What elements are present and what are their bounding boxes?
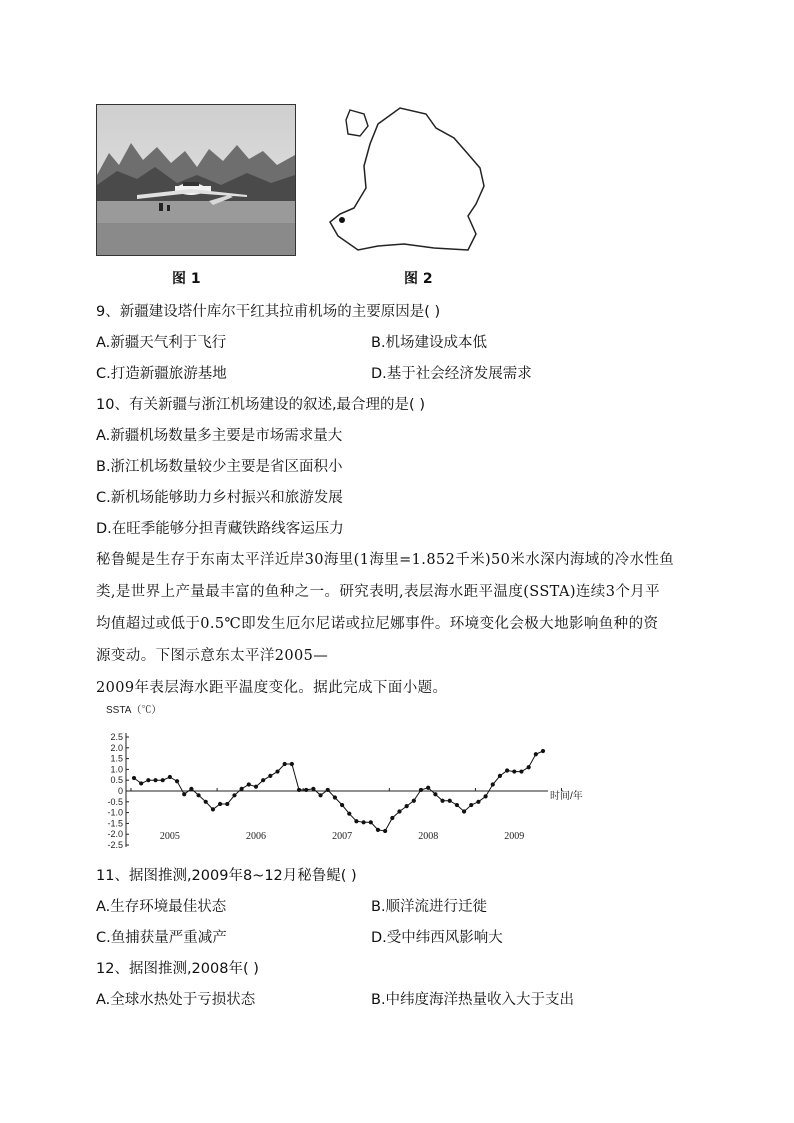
- y-tick-label: -2.0: [107, 829, 123, 840]
- ssta-chart-svg: [96, 700, 596, 850]
- ssta-data-point: [483, 794, 487, 798]
- passage-line-1: 秘鲁鳀是生存于东南太平洋近岸30海里(1海里=1.852千米)50米水深内海域的冷水性鱼: [96, 552, 675, 568]
- y-tick-label: 0: [117, 786, 123, 796]
- ssta-data-point: [211, 807, 215, 811]
- ssta-data-point: [376, 828, 380, 832]
- passage-line-2: 类,是世界上产量最丰富的鱼种之一。研究表明,表层海水距平温度(SSTA)连续3个月平: [96, 584, 661, 600]
- q10-option-c: C.新机场能够助力乡村振兴和旅游发展: [96, 490, 343, 506]
- passage-line-4: 源变动。下图示意东太平洋2005—: [96, 648, 329, 664]
- ssta-data-point: [261, 778, 265, 782]
- y-tick-label: 1.0: [110, 764, 123, 775]
- ssta-data-point: [527, 765, 531, 769]
- ssta-data-point: [347, 812, 351, 816]
- fig1-caption: 图 1: [172, 271, 201, 287]
- ssta-data-point: [354, 819, 358, 823]
- ssta-data-point: [455, 803, 459, 807]
- q11-option-d: D.受中纬西风影响大: [371, 930, 503, 946]
- ssta-data-point: [448, 799, 452, 803]
- ssta-data-point: [541, 749, 545, 753]
- ssta-data-point: [218, 802, 222, 806]
- ssta-data-point: [491, 782, 495, 786]
- q12-option-b: B.中纬度海洋热量收入大于支出: [371, 992, 575, 1008]
- ssta-data-point: [132, 776, 136, 780]
- ssta-data-point: [362, 820, 366, 824]
- ssta-data-point: [412, 799, 416, 803]
- ssta-data-point: [340, 803, 344, 807]
- ssta-data-point: [254, 785, 258, 789]
- ssta-data-point: [383, 829, 387, 833]
- fig2-caption: 图 2: [404, 271, 433, 287]
- q11-option-b: B.顺洋流进行迁徙: [371, 899, 488, 915]
- ssta-data-point: [240, 787, 244, 791]
- xinjiang-map-drawing: [318, 104, 496, 254]
- q11-stem: 11、据图推测,2009年8~12月秘鲁鳀( ): [96, 868, 357, 884]
- ssta-data-point: [505, 768, 509, 772]
- y-tick-label: 1.5: [110, 753, 123, 764]
- year-label: 2005: [159, 831, 180, 842]
- ssta-data-point: [196, 793, 200, 797]
- q10-option-a: A.新疆机场数量多主要是市场需求量大: [96, 428, 343, 444]
- ssta-data-point: [462, 809, 466, 813]
- q11-option-c: C.鱼捕获量严重减产: [96, 930, 227, 946]
- ssta-data-point: [204, 800, 208, 804]
- ssta-data-point: [519, 769, 523, 773]
- q10-stem: 10、有关新疆与浙江机场建设的叙述,最合理的是( ): [96, 397, 425, 413]
- q11-option-a: A.生存环境最佳状态: [96, 899, 227, 915]
- ssta-data-point: [333, 795, 337, 799]
- ssta-data-point: [232, 793, 236, 797]
- ssta-data-point: [469, 803, 473, 807]
- q12-stem: 12、据图推测,2008年( ): [96, 961, 259, 977]
- ssta-data-point: [225, 802, 229, 806]
- ssta-data-point: [189, 787, 193, 791]
- ssta-data-point: [390, 816, 394, 820]
- ssta-data-point: [161, 778, 165, 782]
- year-label: 2006: [245, 831, 266, 842]
- q9-option-b: B.机场建设成本低: [371, 335, 488, 351]
- year-label: 2007: [332, 831, 353, 842]
- q9-option-a: A.新疆天气利于飞行: [96, 335, 227, 351]
- x-axis-label: 时间/年: [550, 791, 583, 802]
- ssta-data-point: [139, 781, 143, 785]
- ssta-data-point: [512, 769, 516, 773]
- q10-option-d: D.在旺季能够分担青藏铁路线客运压力: [96, 521, 344, 537]
- ssta-data-point: [426, 786, 430, 790]
- airport-photo: [96, 104, 296, 256]
- ssta-data-point: [498, 774, 502, 778]
- passage-line-5: 2009年表层海水距平温度变化。据此完成下面小题。: [96, 680, 448, 696]
- ssta-data-point: [369, 820, 373, 824]
- passage-line-3: 均值超过或低于0.5℃即发生厄尔尼诺或拉尼娜事件。环境变化会极大地影响鱼种的资: [96, 616, 659, 632]
- ssta-data-point: [275, 769, 279, 773]
- ssta-data-point: [419, 788, 423, 792]
- xinjiang-map: [318, 104, 496, 254]
- ssta-data-point: [247, 782, 251, 786]
- ssta-data-point: [283, 762, 287, 766]
- ssta-data-point: [326, 788, 330, 792]
- ssta-data-point: [476, 800, 480, 804]
- ssta-data-point: [168, 775, 172, 779]
- q9-option-c: C.打造新疆旅游基地: [96, 366, 227, 382]
- ssta-data-point: [311, 787, 315, 791]
- y-axis-label: SSTA（℃）: [106, 705, 162, 716]
- y-tick-label: -1.5: [107, 818, 123, 829]
- ssta-data-point: [268, 774, 272, 778]
- q12-option-a: A.全球水热处于亏损状态: [96, 992, 256, 1008]
- y-tick-label: -0.5: [107, 796, 123, 807]
- ssta-data-point: [318, 793, 322, 797]
- year-label: 2008: [418, 831, 439, 842]
- q9-stem: 9、新疆建设塔什库尔干红其拉甫机场的主要原因是( ): [96, 304, 441, 320]
- ssta-data-point: [182, 792, 186, 796]
- ssta-data-point: [290, 762, 294, 766]
- ssta-data-point: [304, 788, 308, 792]
- ssta-chart: [96, 700, 596, 850]
- ssta-data-point: [146, 778, 150, 782]
- year-label: 2009: [504, 831, 525, 842]
- q10-option-b: B.浙江机场数量较少主要是省区面积小: [96, 459, 343, 475]
- ssta-data-point: [397, 809, 401, 813]
- ssta-data-point: [440, 799, 444, 803]
- airport-photo-drawing: [97, 105, 295, 255]
- ssta-data-point: [175, 779, 179, 783]
- q9-option-d: D.基于社会经济发展需求: [371, 366, 532, 382]
- ssta-data-point: [153, 778, 157, 782]
- y-tick-label: -1.0: [107, 807, 123, 818]
- y-tick-label: -2.5: [107, 840, 123, 850]
- y-tick-label: 2.0: [110, 742, 123, 753]
- y-tick-label: 2.5: [110, 732, 123, 742]
- y-tick-label: 0.5: [110, 775, 123, 786]
- ssta-data-point: [297, 788, 301, 792]
- ssta-data-point: [433, 792, 437, 796]
- ssta-data-point: [405, 804, 409, 808]
- ssta-data-point: [534, 752, 538, 756]
